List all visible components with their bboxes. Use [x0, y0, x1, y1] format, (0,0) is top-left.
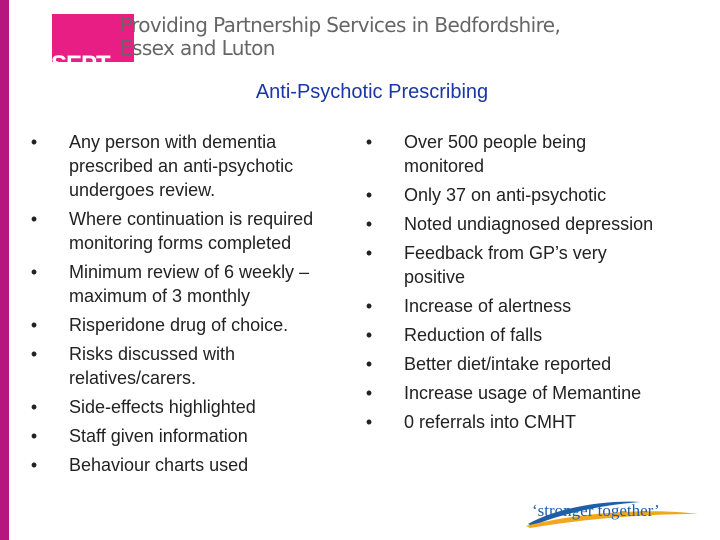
bullet-text: Minimum review of 6 weekly – maximum of 3 monthly [69, 262, 310, 306]
stronger-together-text: ‘stronger together’ [532, 501, 660, 520]
bullet-item [27, 207, 357, 255]
bullet-item [27, 342, 357, 390]
bullet-item [362, 130, 662, 178]
bullet-text: Increase usage of Memantine [404, 383, 642, 403]
organisation-name [120, 14, 560, 60]
bullet-marker: • [30, 455, 38, 475]
bullet-marker: • [365, 325, 373, 345]
bullet-text: Staff given information [69, 426, 248, 446]
bullet-item [362, 294, 662, 318]
bullet-text: Any person with dementia prescribed an anti-psychotic undergoes review. [69, 132, 294, 200]
sept-logo-text: SEPT [51, 51, 110, 78]
bullet-text: Side-effects highlighted [69, 397, 256, 417]
bullet-marker: • [30, 262, 38, 282]
bullet-item [362, 381, 662, 405]
bullet-item [362, 241, 662, 289]
bullet-marker: • [30, 315, 38, 335]
bullet-text: Risperidone drug of choice. [69, 315, 289, 335]
bullet-text: Behaviour charts used [69, 455, 249, 475]
bullet-marker: • [30, 344, 38, 364]
bullet-marker: • [365, 354, 373, 374]
bullet-text: Noted undiagnosed depression [404, 214, 654, 234]
bullet-text: 0 referrals into CMHT [404, 412, 577, 432]
bullet-item [27, 260, 357, 308]
bullet-marker: • [365, 243, 373, 263]
organisation-name-line-2: Essex and Luton [120, 36, 275, 60]
bullet-item [27, 313, 357, 337]
bullet-marker: • [365, 296, 373, 316]
stronger-together-logo [520, 494, 710, 530]
slide-title: Anti-Psychotic Prescribing [255, 81, 489, 103]
bullet-text: Where continuation is required monitoring forms completed [69, 209, 314, 253]
bullet-item [362, 323, 662, 347]
bullet-item [27, 453, 357, 477]
bullet-item [27, 130, 357, 202]
organisation-name-line-1: Providing Partnership Services in Bedfordshire, [120, 13, 561, 37]
bullet-marker: • [30, 132, 38, 152]
bullet-marker: • [365, 383, 373, 403]
bullet-text: Increase of alertness [404, 296, 572, 316]
bullet-text: Only 37 on anti-psychotic [404, 185, 607, 205]
bullet-marker: • [30, 209, 38, 229]
bullet-marker: • [365, 132, 373, 152]
bullet-marker: • [30, 426, 38, 446]
bullet-marker: • [365, 412, 373, 432]
bullet-item [27, 395, 357, 419]
bullet-item [27, 424, 357, 448]
bullet-item [362, 352, 662, 376]
right-bullet-list [362, 130, 662, 439]
bullet-text: Over 500 people being monitored [404, 132, 587, 176]
bullet-text: Risks discussed with relatives/carers. [69, 344, 236, 388]
bullet-text: Feedback from GP’s very positive [404, 243, 607, 287]
left-bullet-list [27, 130, 357, 482]
bullet-marker: • [365, 185, 373, 205]
bullet-item [362, 183, 662, 207]
bullet-text: Reduction of falls [404, 325, 543, 345]
bullet-text: Better diet/intake reported [404, 354, 612, 374]
bullet-marker: • [30, 397, 38, 417]
bullet-marker: • [365, 214, 373, 234]
bullet-item [362, 410, 662, 434]
bullet-item [362, 212, 662, 236]
